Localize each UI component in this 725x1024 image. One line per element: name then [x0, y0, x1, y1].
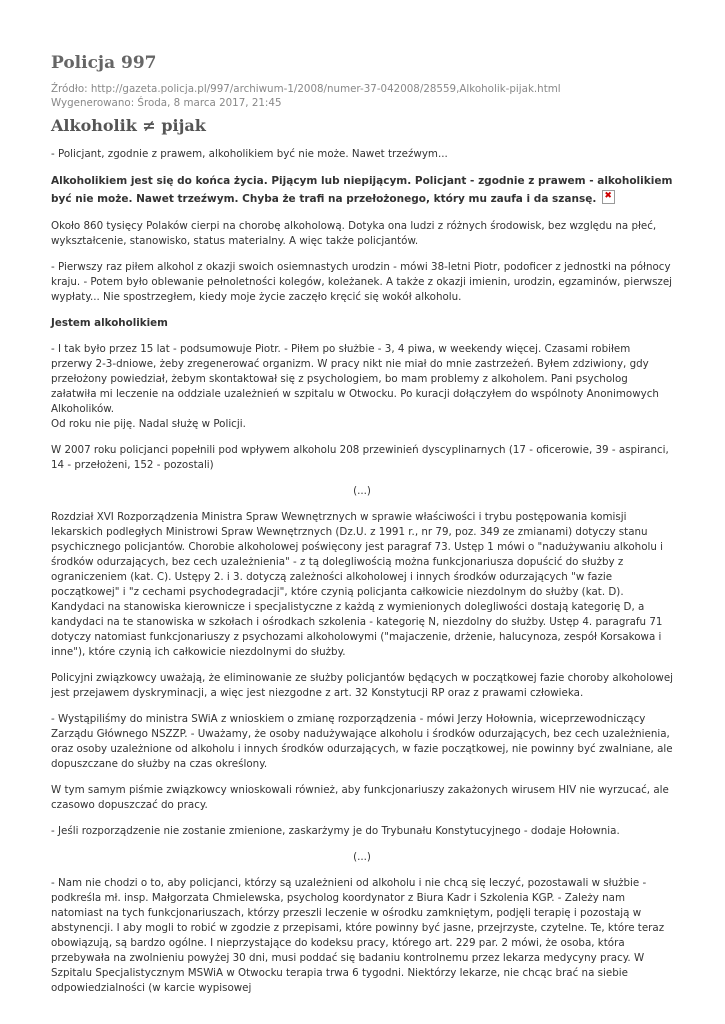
paragraph-3-end: Od roku nie piję. Nadal służę w Policji. — [51, 418, 246, 430]
article-body — [51, 147, 673, 1007]
generated-line: Wygenerowano: Środa, 8 marca 2017, 21:45 — [51, 97, 282, 109]
paragraph-3-text: - I tak było przez 15 lat - podsumowuje Piotr. - Piłem po służbie - 3, 4 piwa, w weekendy więcej. Czasami robiłem przerwy 2-3-dniowe, żeby zregenerować organizm. W pracy nikt nie miał do mnie zastrzeżeń. Byłem zdziwiony, gdy przełożony powiedział, żebym skontaktował się z psychologiem, bo mam problemy z alkoholem. Pani psycholog załatwiła mi leczenie na oddziale uzależnień w szpitalu w Otwocku. Po kuracji dołączyłem do wspólnoty Anonimowych Alkoholików. — [51, 343, 659, 415]
paragraph-10: - Nam nie chodzi o to, aby policjanci, którzy są uzależnieni od alkoholu i nie chcą się leczyć, pozostawali w służbie - podkreśla mł. insp. Małgorzata Chmielewska, psycholog koordynator z Biura Kadr i Szkolenia KGP. - Zależy nam natomiast na tych funkcjonariuszach, którzy przeszli leczenie w ośrodku zamkniętym, podjęli terapię i pozostają w abstynencji. I aby mogli to robić w zgodzie z przepisami, które powinny być jasne, przejrzyste, czytelne. Te, które teraz obowiązują, są bardzo ogólne. I nieprzystające do kodeksu pracy, którego art. 229 par. 2 mówi, że osoba, która przebywała na zwolnieniu powyżej 30 dni, musi poddać się badaniu kontrolnemu przez lekarza medycyny pracy. W Szpitalu Specjalistycznym MSWiA w Otwocku terapia trwa 6 tygodni. Niektórzy lekarze, nie chcąc brać na siebie odpowiedzialności (w karcie wypisowej — [51, 877, 665, 994]
paragraph-8: W tym samym piśmie związkowcy wnioskowali również, aby funkcjonariuszy zakażonych wirusem HIV nie wyrzucać, ale czasowo dopuszczać do pracy. — [51, 784, 669, 811]
site-title: Policja 997 — [51, 53, 157, 73]
ellipsis-2: (...) — [353, 851, 371, 863]
paragraph-9: - Jeśli rozporządzenie nie zostanie zmienione, zaskarżymy je do Trybunału Konstytucyjnego - dodaje Hołownia. — [51, 825, 620, 837]
intro-paragraph: - Policjant, zgodnie z prawem, alkoholikiem być nie może. Nawet trzeźwym... — [51, 148, 448, 160]
meta-block — [51, 82, 561, 110]
paragraph-2: - Pierwszy raz piłem alkohol z okazji swoich osiemnastych urodzin - mówi 38-letni Piotr, podoficer z jednostki na północy kraju. - Potem było oblewanie pełnoletności kolegów, koleżanek. A także z okazji imienin, urodzin, egzaminów, pierwszej wypłaty... Nie spostrzegłem, kiedy moje życie zaczęło kręcić się wokół alkoholu. — [51, 261, 673, 303]
lead-paragraph — [51, 173, 673, 208]
broken-image-icon — [602, 190, 615, 204]
paragraph-3 — [51, 342, 673, 432]
lead-text: Alkoholikiem jest się do końca życia. Pijącym lub niepijącym. Policjant - zgodnie z prawem - alkoholikiem być nie może. Nawet trzeźwym. Chyba że trafi na przełożonego, który mu zaufa i da szansę. — [51, 175, 673, 205]
paragraph-4: W 2007 roku policjanci popełnili pod wpływem alkoholu 208 przewinień dyscyplinarnych (17 - oficerowie, 39 - aspiranci, 14 - przełożeni, 152 - pozostali) — [51, 444, 669, 471]
paragraph-6: Policyjni związkowcy uważają, że eliminowanie ze służby policjantów będących w początkowej fazie choroby alkoholowej jest przejawem dyskryminacji, a więc jest niezgodne z art. 32 Konstytucji RP oraz z prawami człowieka. — [51, 672, 674, 699]
paragraph-7: - Wystąpiliśmy do ministra SWiA z wnioskiem o zmianę rozporządzenia - mówi Jerzy Hołownia, wiceprzewodniczący Zarządu Głównego NSZZP. - Uważamy, że osoby nadużywające alkoholu i środków odurzających, bez cech uzależnienia, oraz osoby uzależnione od alkoholu i innych środków odurzających, w fazie początkowej, nie powinny być zwalniane, ale dopuszczane do służby na czas określony. — [51, 713, 673, 770]
ellipsis-1: (...) — [353, 485, 371, 497]
paragraph-5: Rozdział XVI Rozporządzenia Ministra Spraw Wewnętrznych w sprawie właściwości i trybu postępowania komisji lekarskich podległych Ministrowi Spraw Wewnętrznych (Dz.U. z 1991 r., nr 79, poz. 349 ze zmianami) dotyczy stanu psychicznego policjantów. Chorobie alkoholowej poświęcony jest paragraf 73. Ustęp 1 mówi o "nadużywaniu alkoholu i środków odurzających, bez cech uzależnienia" - z tą dolegliwością można funkcjonariusza dopuścić do służby z ograniczeniem (kat. C). Ustępy 2. i 3. dotyczą zależności alkoholowej i innych środków odurzających "w fazie początkowej" i "z cechami psychodegradacji", które czynią policjanta całkowicie niezdolnym do służby (kat. D). Kandydaci na stanowiska kierownicze i specjalistyczne z każdą z wymienionych dolegliwości dostają kategorię D, a kandydaci na te stanowiska w szkołach i ośrodkach szkolenia - kategorię N, niezdolny do służby. Ustęp 4. paragrafu 71 dotyczy natomiast funkcjonariuszy z psychozami alkoholowymi ("majaczenie, drżenie, halucynoza, zespół Korsakowa i inne"), które czynią ich całkowicie niezdolnymi do służby. — [51, 511, 664, 658]
source-line: Źródło: http://gazeta.policja.pl/997/archiwum-1/2008/numer-37-042008/28559,Alkoholik-pijak.html — [51, 83, 561, 95]
subheading: Jestem alkoholikiem — [51, 317, 168, 329]
paragraph-1: Około 860 tysięcy Polaków cierpi na chorobę alkoholową. Dotyka ona ludzi z różnych środowisk, bez względu na płeć, wykształcenie, stanowisko, status materialny. A więc także policjantów. — [51, 220, 657, 247]
article-title: Alkoholik ≠ pijak — [51, 116, 206, 135]
